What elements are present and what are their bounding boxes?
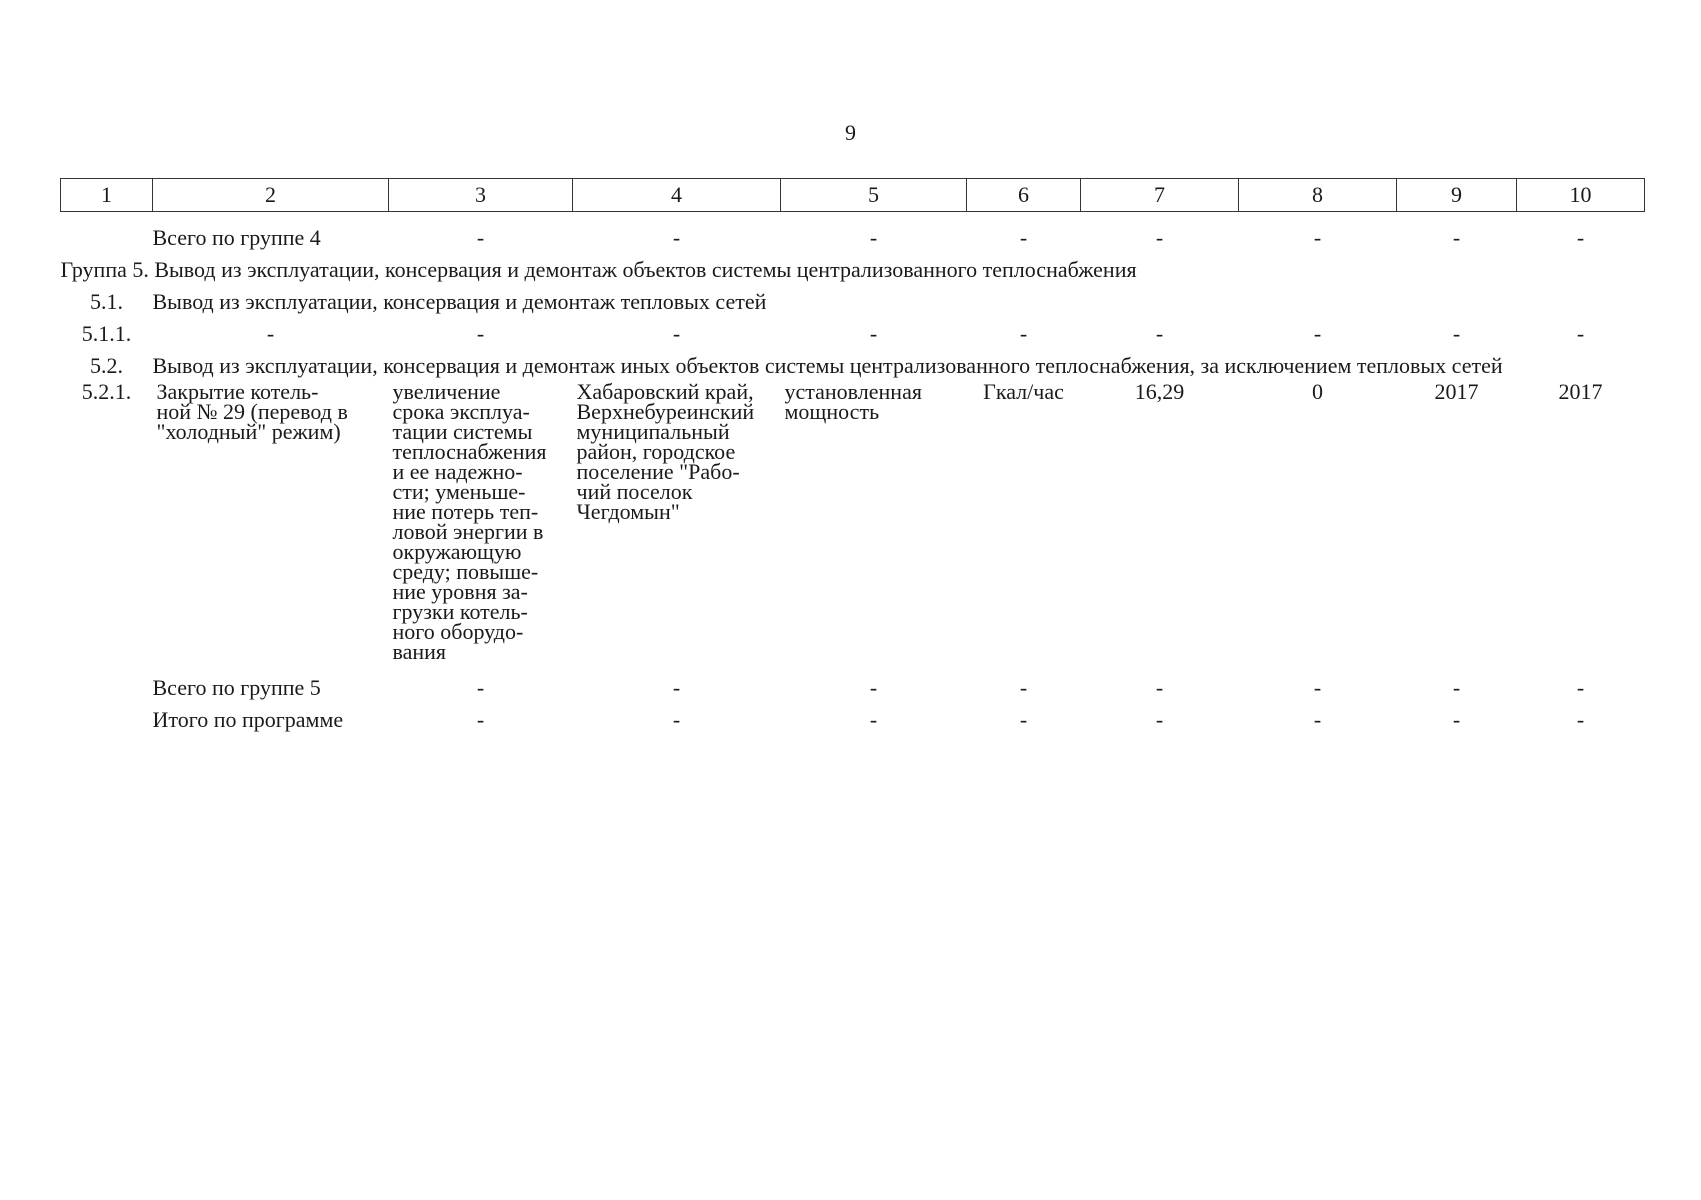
- column-header-5: 5: [781, 179, 967, 212]
- section-5-2-row: [61, 350, 1645, 382]
- cell: -: [672, 675, 681, 700]
- cell: -: [1019, 225, 1028, 250]
- cell: -: [476, 675, 485, 700]
- cell: -: [1313, 321, 1322, 346]
- group5-total-row: [61, 672, 1645, 704]
- column-header-7: 7: [1081, 179, 1239, 212]
- cell: -: [1313, 707, 1322, 732]
- cell: -: [1019, 707, 1028, 732]
- column-header-2: 2: [153, 179, 389, 212]
- cell: -: [1452, 321, 1461, 346]
- cell: -: [1313, 225, 1322, 250]
- cell: -: [869, 321, 878, 346]
- cell: -: [1155, 707, 1164, 732]
- cell: -: [1155, 225, 1164, 250]
- cell: -: [869, 225, 878, 250]
- column-header-6: 6: [967, 179, 1081, 212]
- project-purpose: увеличение срока эксплуа- тации системы теплоснабжения и ее надежно- сти; уменьше- ние потерь теп- ловой энергии в окружающую среду; повыше- ние уровня за- грузки котель- ного оборудо- вания: [392, 379, 547, 664]
- cell: -: [869, 675, 878, 700]
- value-before: 16,29: [1134, 379, 1185, 404]
- section-5-1-row: [61, 286, 1645, 318]
- indicator-name: установленная мощность: [784, 379, 922, 424]
- row-label: Всего по группе 5: [152, 675, 321, 700]
- cell: -: [476, 707, 485, 732]
- investment-program-table: [60, 178, 1645, 736]
- column-number-header: [61, 179, 1645, 212]
- cell: -: [1576, 225, 1585, 250]
- year-end: 2017: [1558, 379, 1603, 404]
- cell: -: [476, 321, 485, 346]
- unit: Гкал/час: [983, 379, 1064, 404]
- year-start: 2017: [1434, 379, 1479, 404]
- section-5-1-1-row: [61, 318, 1645, 350]
- cell: -: [1019, 675, 1028, 700]
- section-title: Вывод из эксплуатации, консервация и демонтаж тепловых сетей: [152, 289, 767, 314]
- cell: -: [266, 321, 275, 346]
- document-table-area: [60, 178, 1644, 736]
- cell: -: [1452, 707, 1461, 732]
- column-header-10: 10: [1517, 179, 1645, 212]
- row-number: 5.1.1.: [81, 321, 132, 346]
- cell: -: [1155, 675, 1164, 700]
- column-header-4: 4: [573, 179, 781, 212]
- cell: -: [1313, 675, 1322, 700]
- page-number: 9: [845, 120, 856, 145]
- cell: -: [1576, 675, 1585, 700]
- row-number: 5.2.: [90, 353, 123, 378]
- row-label: Всего по группе 4: [152, 225, 321, 250]
- value-after: 0: [1312, 379, 1323, 404]
- project-name: Закрытие котель- ной № 29 (перевод в "холодный" режим): [156, 379, 348, 444]
- row-number: 5.1.: [90, 289, 123, 314]
- project-location: Хабаровский край, Верхнебуреинский муниципальный район, городское поселение "Рабо- чий поселок Чегдомын": [576, 379, 755, 524]
- cell: -: [672, 321, 681, 346]
- cell: -: [1452, 675, 1461, 700]
- column-header-1: 1: [61, 179, 153, 212]
- section-5-2-1-row: [61, 382, 1645, 662]
- cell: -: [672, 707, 681, 732]
- column-header-8: 8: [1239, 179, 1397, 212]
- cell: -: [672, 225, 681, 250]
- column-header-9: 9: [1397, 179, 1517, 212]
- cell: -: [1576, 321, 1585, 346]
- group-title: Группа 5. Вывод из эксплуатации, консервация и демонтаж объектов системы централизованного теплоснабжения: [60, 257, 1137, 282]
- cell: -: [1452, 225, 1461, 250]
- cell: -: [869, 707, 878, 732]
- cell: -: [1576, 707, 1585, 732]
- column-header-3: 3: [389, 179, 573, 212]
- row-label: Итого по программе: [152, 707, 344, 732]
- cell: -: [1155, 321, 1164, 346]
- group5-title-row: [61, 254, 1645, 286]
- cell: -: [476, 225, 485, 250]
- cell: -: [1019, 321, 1028, 346]
- program-total-row: [61, 704, 1645, 736]
- group4-total-row: [61, 222, 1645, 254]
- section-title: Вывод из эксплуатации, консервация и демонтаж иных объектов системы централизованного теплоснабжения, за исключением тепловых сетей: [152, 353, 1503, 378]
- row-number: 5.2.1.: [81, 379, 132, 404]
